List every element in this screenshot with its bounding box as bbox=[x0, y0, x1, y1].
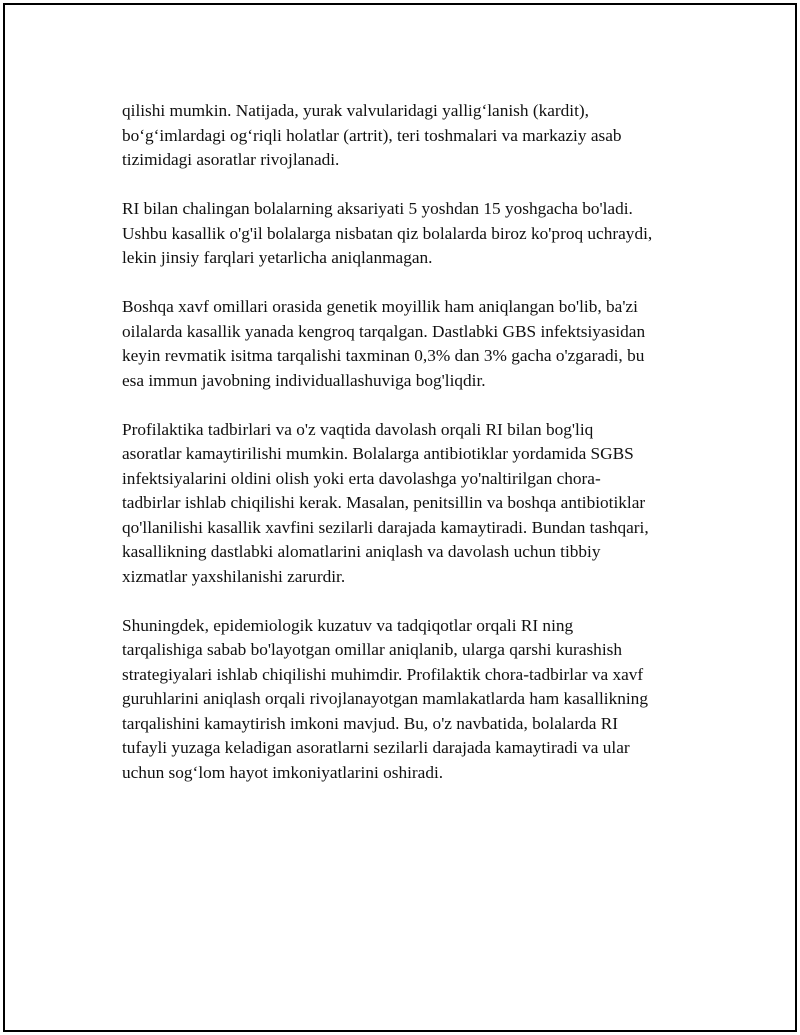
text-line: strategiyalari ishlab chiqilishi muhimdir. Profilaktik chora-tadbirlar va xavf bbox=[122, 664, 644, 684]
text-line: bo‘g‘imlardagi og‘riqli holatlar (artrit), teri toshmalari va markaziy asab bbox=[122, 125, 622, 145]
text-line: RI bilan chalingan bolalarning aksariyati 5 yoshdan 15 yoshgacha bo'ladi. bbox=[122, 199, 633, 218]
text-line: tarqalishiga sabab bo'layotgan omillar aniqlanib, ularga qarshi kurashish bbox=[122, 640, 622, 659]
text-line: Boshqa xavf omillari orasida genetik moyillik ham aniqlangan bo'lib, ba'zi bbox=[122, 297, 638, 316]
text-line: oilalarda kasallik yanada kengroq tarqalgan. Dastlabki GBS infektsiyasidan bbox=[122, 321, 646, 341]
paragraph-1 bbox=[122, 99, 702, 173]
text-line: Profilaktika tadbirlari va o'z vaqtida davolash orqali RI bilan bog'liq bbox=[122, 419, 594, 439]
text-line: qilishi mumkin. Natijada, yurak valvularidagi yallig‘lanish (kardit), bbox=[122, 101, 589, 120]
paragraph-2 bbox=[122, 197, 702, 271]
text-line: guruhlarini aniqlash orqali rivojlanayotgan mamlakatlarda ham kasallikning bbox=[122, 689, 648, 708]
text-line: tarqalishini kamaytirish imkoni mavjud. Bu, o'z navbatida, bolalarda RI bbox=[122, 713, 619, 733]
text-line: tadbirlar ishlab chiqilishi kerak. Masalan, penitsillin va boshqa antibiotiklar bbox=[122, 493, 646, 512]
text-line: Ushbu kasallik o'g'il bolalarga nisbatan qiz bolalarda biroz ko'proq uchraydi, bbox=[122, 223, 653, 243]
paragraph-4 bbox=[122, 418, 702, 590]
text-line: Shuningdek, epidemiologik kuzatuv va tadqiqotlar orqali RI ning bbox=[122, 615, 574, 635]
text-line: qo'llanilishi kasallik xavfini sezilarli darajada kamaytiradi. Bundan tashqari, bbox=[122, 517, 649, 537]
text-line: xizmatlar yaxshilanishi zarurdir. bbox=[122, 566, 346, 586]
text-line: kasallikning dastlabki alomatlarini aniqlash va davolash uchun tibbiy bbox=[122, 542, 601, 561]
text-line: keyin revmatik isitma tarqalishi taxminan 0,3% dan 3% gacha o'zgaradi, bu bbox=[122, 346, 645, 365]
paragraph-5 bbox=[122, 614, 702, 786]
text-line: infektsiyalarini oldini olish yoki erta davolashga yo'naltirilgan chora- bbox=[122, 468, 601, 488]
text-line: tufayli yuzaga keladigan asoratlarni sezilarli darajada kamaytiradi va ular bbox=[122, 738, 630, 757]
text-line: tizimidagi asoratlar rivojlanadi. bbox=[122, 150, 340, 169]
page-border bbox=[3, 3, 797, 1032]
text-line: uchun sog‘lom hayot imkoniyatlarini oshiradi. bbox=[122, 762, 444, 782]
text-line: asoratlar kamaytirilishi mumkin. Bolalarga antibiotiklar yordamida SGBS bbox=[122, 444, 634, 463]
document-body bbox=[122, 99, 702, 810]
text-line: lekin jinsiy farqlari yetarlicha aniqlanmagan. bbox=[122, 248, 433, 267]
paragraph-3 bbox=[122, 295, 702, 393]
text-line: esa immun javobning individuallashuviga bog'liqdir. bbox=[122, 370, 486, 390]
